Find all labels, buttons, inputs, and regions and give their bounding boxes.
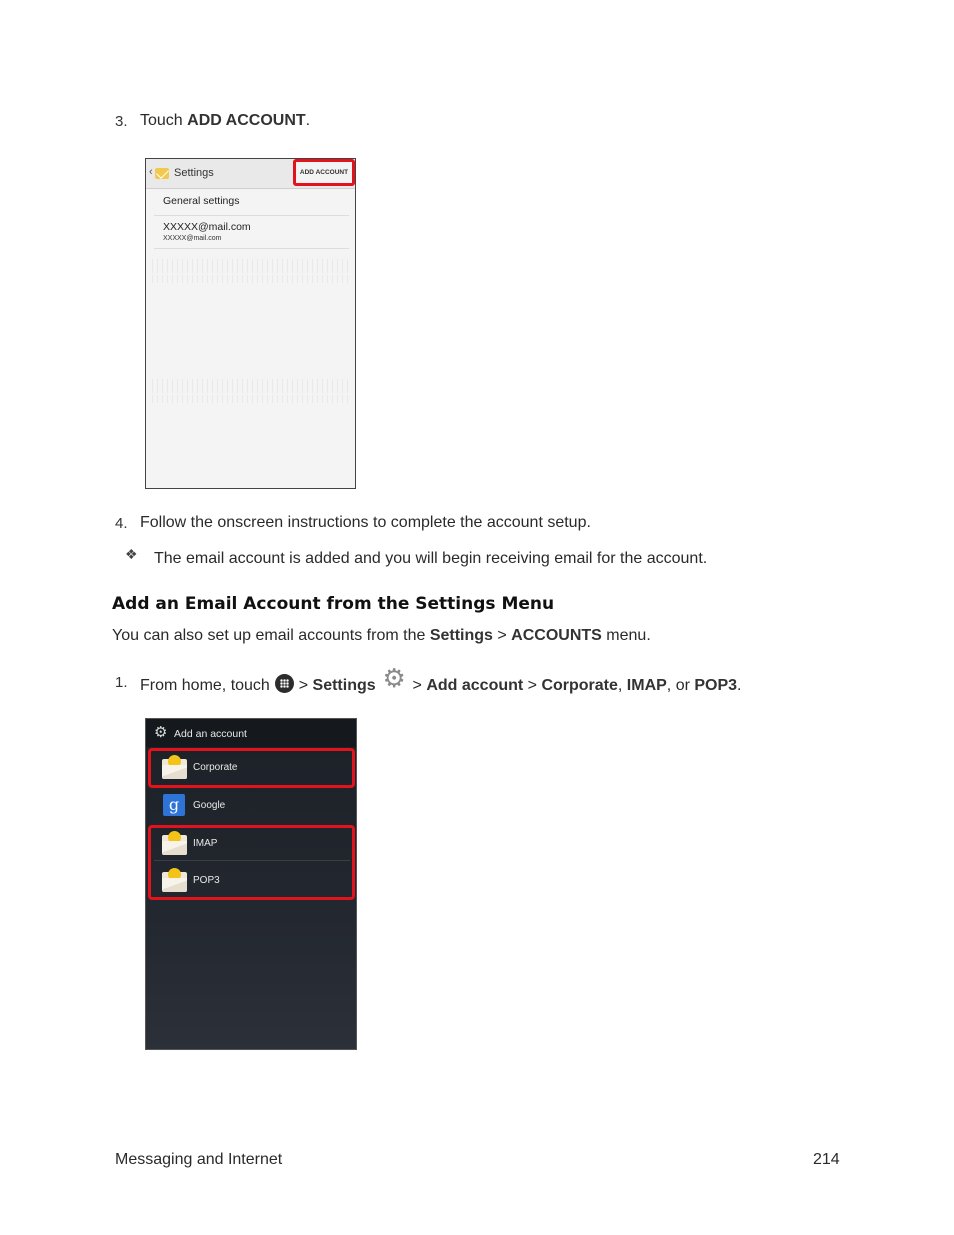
step3-bold: ADD ACCOUNT — [187, 112, 306, 129]
option-label: IMAP — [193, 838, 218, 849]
step4-text: Follow the onscreen instructions to complete the account setup. — [140, 514, 591, 531]
section-intro — [112, 626, 651, 646]
account-option-google[interactable] — [146, 787, 356, 824]
comma: , — [617, 677, 627, 694]
option-label: Corporate — [193, 762, 238, 773]
step3-prefix: Touch — [140, 112, 188, 129]
intro-separator: > — [492, 627, 512, 644]
or: , or — [666, 677, 695, 694]
step-number: 1. — [115, 674, 128, 691]
settings-screenshot — [145, 158, 356, 489]
screen-title: Add an account — [174, 728, 247, 740]
step-number: 4. — [115, 515, 128, 532]
apps-icon — [275, 674, 294, 693]
divider — [154, 248, 349, 249]
step1-text — [140, 664, 742, 704]
pop3-label: POP3 — [694, 677, 738, 694]
account-subtitle: XXXXX@mail.com — [163, 235, 222, 242]
action-bar — [146, 159, 355, 189]
settings-gear-icon: ⚙ — [154, 724, 168, 741]
intro-prefix: You can also set up email accounts from the — [112, 627, 430, 644]
result-bullet-icon: ❖ — [125, 546, 138, 562]
step1-t1: From home, touch — [140, 677, 275, 694]
placeholder-texture — [152, 275, 350, 283]
intro-accounts: ACCOUNTS — [511, 627, 602, 644]
option-label: Google — [193, 800, 226, 811]
intro-suffix: menu. — [601, 627, 651, 644]
account-item[interactable]: XXXXX@mail.com — [163, 221, 251, 233]
sep: > — [523, 677, 542, 694]
option-label: POP3 — [193, 875, 220, 886]
add-account-screenshot — [145, 718, 357, 1050]
placeholder-texture — [152, 379, 350, 393]
screen-title: Settings — [174, 167, 214, 179]
highlight-box — [148, 825, 355, 900]
action-bar — [146, 719, 356, 747]
placeholder-texture — [152, 259, 350, 273]
add-account-label: Add account — [426, 677, 524, 694]
step3-suffix: . — [305, 112, 311, 129]
result-text: The email account is added and you will begin receiving email for the account. — [154, 550, 708, 567]
footer-section: Messaging and Internet — [115, 1151, 283, 1168]
email-envelope-icon — [155, 168, 169, 179]
back-icon[interactable]: ‹ — [149, 166, 153, 178]
settings-gear-icon: ⚙ — [382, 663, 406, 693]
step-number: 3. — [115, 113, 128, 130]
placeholder-texture — [152, 395, 350, 403]
general-settings-item[interactable]: General settings — [163, 195, 240, 207]
imap-label: IMAP — [626, 677, 667, 694]
intro-settings: Settings — [429, 627, 493, 644]
section-heading: Add an Email Account from the Settings Menu — [112, 594, 555, 614]
corporate-label: Corporate — [541, 677, 618, 694]
settings-label: Settings — [312, 677, 376, 694]
sep: > — [294, 677, 313, 694]
sep: > — [408, 677, 427, 694]
google-g-icon: g — [163, 794, 185, 816]
step3-text — [140, 111, 310, 131]
page-number: 214 — [813, 1151, 840, 1168]
highlight-box — [148, 748, 355, 788]
add-account-button[interactable]: ADD ACCOUNT — [293, 159, 355, 186]
period: . — [737, 677, 742, 694]
divider — [154, 215, 349, 216]
